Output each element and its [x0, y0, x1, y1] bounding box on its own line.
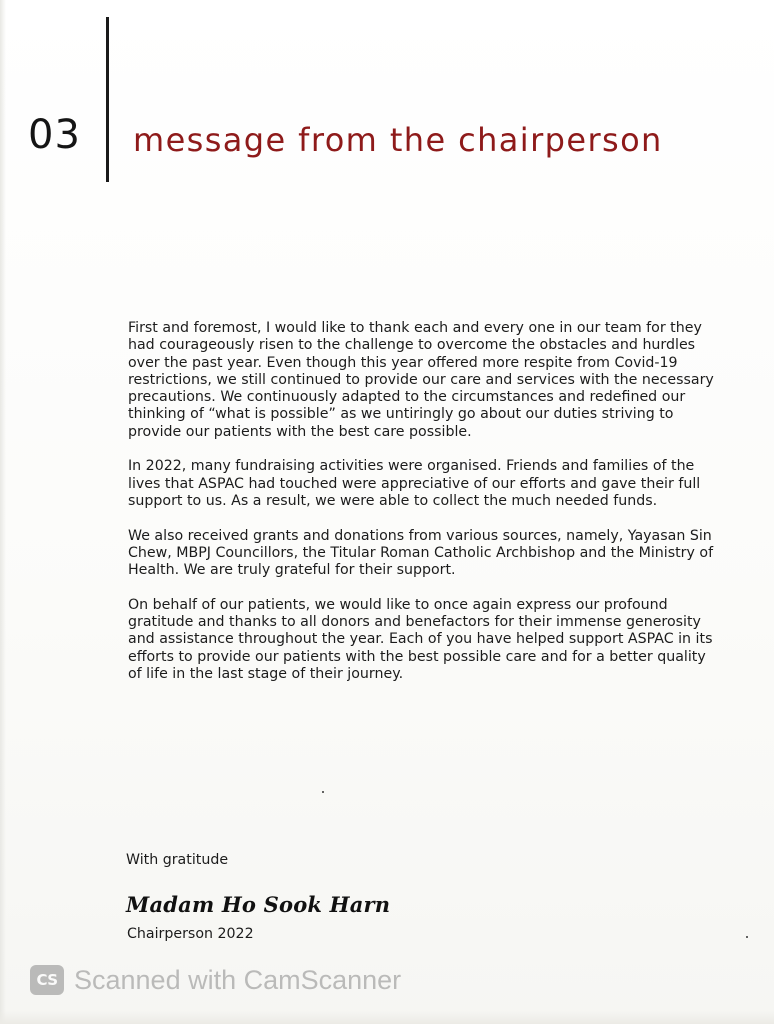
vertical-divider	[106, 17, 109, 182]
watermark-text: Scanned with CamScanner	[74, 964, 402, 995]
paragraph: On behalf of our patients, we would like to once again express our profound gratitude and thanks to all donors and benefactors for their immense generosity and assistance throughout the year. Each of you have helped support ASPAC in its efforts to provide our patients with the best possible care and for a better quality of life in the last stage of their journey.	[128, 596, 713, 682]
signatory-title: Chairperson 2022	[127, 926, 254, 942]
scan-speck	[746, 936, 748, 938]
camscanner-logo-icon: CS	[30, 965, 64, 995]
paragraph: First and foremost, I would like to thank each and every one in our team for they had courageously risen to the challenge to overcome the obstacles and hurdles over the past year. Even though this year offered more respite from Covid-19 restrictions, we still continued to provide our care and services with the necessary precautions. We continuously adapted to the circumstances and redefined our thinking of “what is possible” as we untiringly go about our duties striving to provide our patients with the best care possible.	[128, 320, 714, 440]
paragraph: We also received grants and donations from various sources, namely, Yayasan Sin Chew, MBPJ Councillors, the Titular Roman Catholic Archbishop and the Ministry of Health. We are truly grateful for their support.	[128, 527, 714, 579]
camscanner-watermark	[30, 962, 401, 998]
section-number: 03	[28, 112, 81, 158]
section-title: message from the chairperson	[133, 121, 663, 159]
page-edge-shadow	[0, 0, 6, 1024]
page-bottom-edge	[0, 1010, 774, 1024]
message-body	[128, 320, 718, 701]
scan-speck	[322, 791, 324, 793]
paragraph: In 2022, many fundraising activities were organised. Friends and families of the lives that ASPAC had touched were appreciative of our efforts and gave their full support to us. As a result, we were able to collect the much needed funds.	[128, 458, 701, 509]
signature: Madam Ho Sook Harn	[126, 892, 391, 917]
valediction: With gratitude	[126, 852, 229, 868]
